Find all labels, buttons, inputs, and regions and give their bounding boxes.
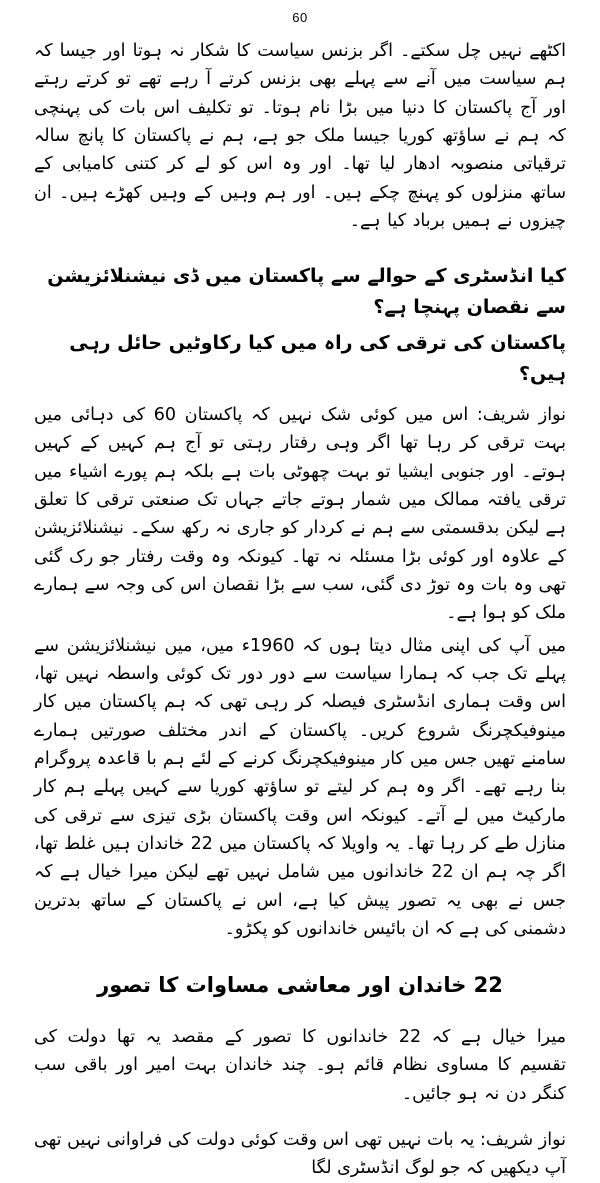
section-heading: 22 خاندان اور معاشی مساوات کا تصور bbox=[97, 972, 503, 997]
answer-paragraph-1: نواز شریف: اس میں کوئی شک نہیں کہ پاکستان 60 کی دہائی میں بہت ترقی کر رہا تھا اگر وہی رفتار رہتی تو آج ہم کہیں کے کہیں ہوتے۔ اور جنوبی ایشیا تو بہت چھوٹی بات ہے بلکہ ہم پورے اشیاء میں ترقی یافتہ ممالک میں شمار ہوتے جاتے جہاں تک صنعتی ترقی کا تعلق ہے لیکن بدقسمتی سے ہم نے کردار کو جاری نہ رکھ سکے۔ نیشنلائزیشن کے علاوہ اور کوئی بڑا مسئلہ نہ تھا۔ کیونکہ وہ وقت رفتار جو رک گئی تھی وہ بات وہ توڑ دی گئی، سب سے بڑا نقصان اس کی وجہ سے ہمارے ملک کو ہوا ہے۔ bbox=[34, 404, 566, 624]
spacer bbox=[34, 1110, 566, 1126]
paragraph-continuation: اکٹھے نہیں چل سکتے۔ اگر بزنس سیاست کا شکار نہ ہوتا اور جیسا کہ ہم سیاست میں آنے سے پہلے بھی بزنس کرتے آ رہے تھے تو کرتے رہتے اور آج پاکستان کا دنیا میں بڑا نام ہوتا۔ تو تکلیف اس بات کی پہنچی کہ ہم نے ساؤتھ کوریا جیسا ملک جو ہے، ہم نے پاکستان کا پانچ سالہ ترقیاتی منصوبہ ادھار لیا تھا۔ اور وہ اس کو لے کر کتنی کامیابی کے ساتھ منزلوں کو پہنچ چکے ہیں۔ اور ہم وہیں کے وہیں کھڑے ہیں۔ ان چیزوں نے ہمیں برباد کیا ہے۔ bbox=[34, 41, 566, 232]
final-answer-paragraph: نواز شریف: یہ بات نہیں تھی اس وقت کوئی دولت کی فراوانی نہیں تھی آپ دیکھیں کہ جو لوگ انڈسٹری لگا bbox=[34, 1130, 566, 1179]
paragraph-after-heading: میرا خیال ہے کہ 22 خاندانوں کا تصور کے مقصد یہ تھا دولت کی تقسیم کا مساوی نظام قائم ہو۔ چند خاندان بہت امیر اور باقی سب کنگر دن نہ ہو جائیں۔ bbox=[34, 1027, 566, 1104]
page-number: 60 bbox=[292, 10, 308, 25]
spacer bbox=[34, 237, 566, 247]
document-body bbox=[34, 37, 566, 1183]
question-heading-line-1: کیا انڈسٹری کے حوالے سے پاکستان میں ڈی نیشنلائزیشن سے نقصان پہنچا ہے؟ bbox=[47, 265, 566, 318]
answer-paragraph-2: میں آپ کی اپنی مثال دیتا ہوں کہ 1960ء میں، میں نیشنلائزیشن سے پہلے تک جب کہ ہمارا سیاست سے دور دور تک کوئی واسطہ نہیں تھا، اس وقت ہماری انڈسٹری فیصلہ کر رہی تھی کہ ہم پاکستان میں کار مینوفیکچرنگ شروع کریں۔ پاکستان کے اندر مختلف صورتیں ہمارے سامنے تھیں جس میں کار مینوفیکچرنگ کرنے کے لئے ہم با قاعدہ پروگرام بنا رہے تھے۔ اگر وہ ہم کر لیتے تو ساؤتھ کوریا سے کہیں پہلے ہم کار مارکیٹ میں لے آتے۔ کیونکہ اس وقت پاکستان بڑی تیزی سے ترقی کی منازل طے کر رہا تھا۔ یہ واویلا کہ پاکستان میں 22 خاندان ہیں غلط تھا، اگر چہ ہم ان 22 خاندانوں میں شامل نہیں تھے لیکن میرا خیال ہے کہ جس نے بھی یہ تصور پیش کیا ہے، اس نے پاکستان کے ساتھ بدترین دشمنی کی ہے کہ ان بائیس خاندانوں کو پکڑو۔ bbox=[34, 635, 566, 940]
question-heading-line-2: پاکستان کی ترقی کی راہ میں کیا رکاوٹیں حائل رہی ہیں؟ bbox=[69, 332, 566, 385]
